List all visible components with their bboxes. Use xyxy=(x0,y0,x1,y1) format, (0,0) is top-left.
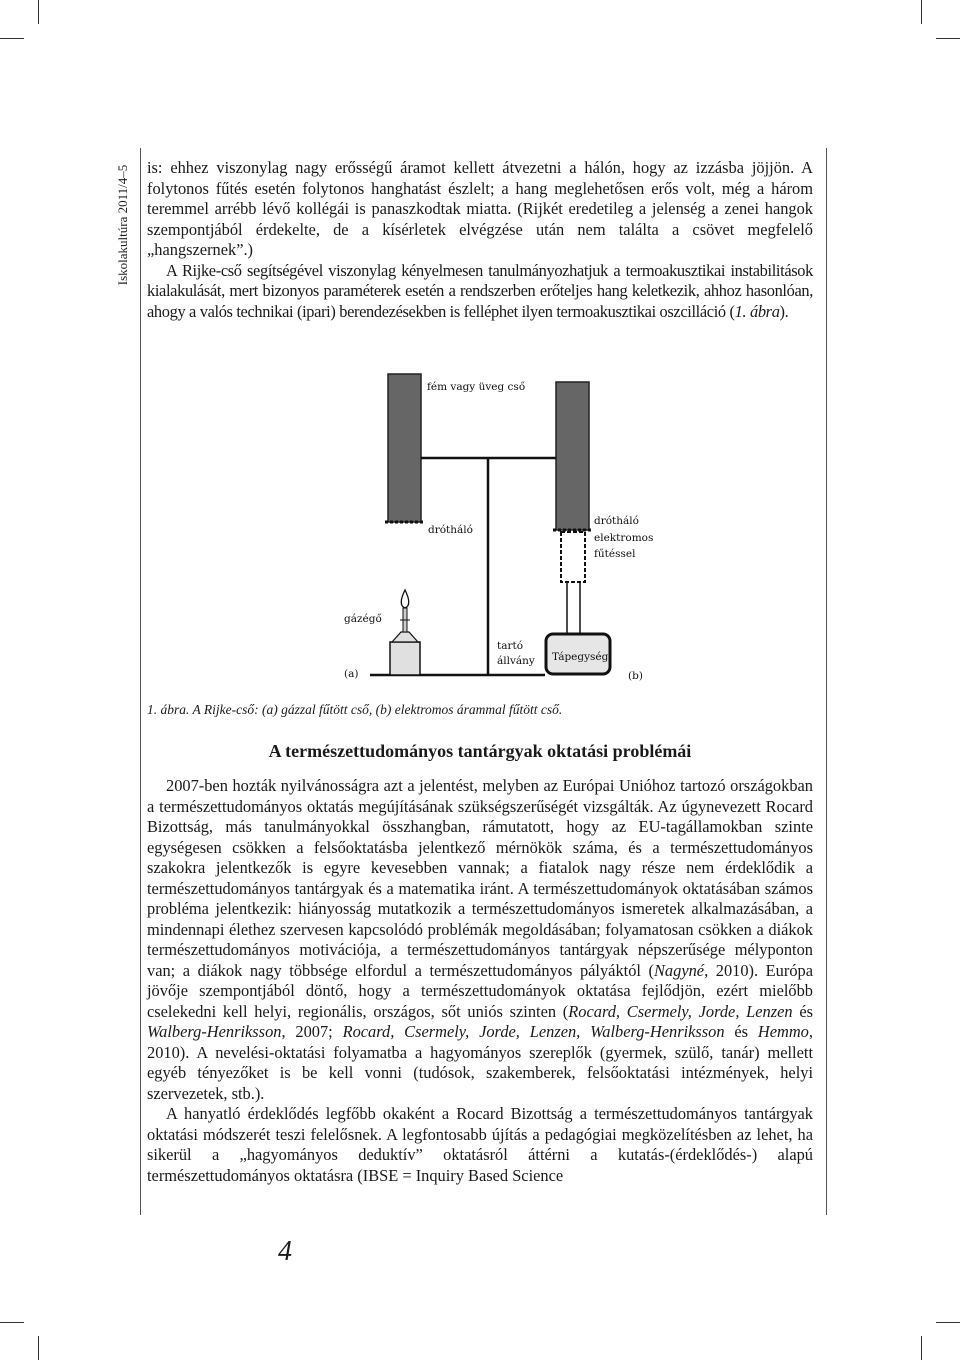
paragraph-text: A hanyatló érdeklődés legfőbb okaként a Rocard Bizottság a természettudományos tantárgyak oktatási módszerét teszi felelősnek. A legfontosabb újítás a pedagógiai megközelítésben az lehet, ha sikerül a „hagyományos deduktív” oktatásról áttérni a kutatás-(érdeklődés-) alapú természettudományos oktatásra (IBSE = Inquiry Based Science xyxy=(147,1104,813,1185)
left-rule xyxy=(140,148,141,1215)
label-b: (b) xyxy=(628,670,643,682)
crop-mark xyxy=(936,38,960,39)
crop-mark xyxy=(921,1336,922,1360)
label-mesh-a: drótháló xyxy=(428,524,473,536)
paragraph-text: , 2010). A nevelési-oktatási folyamatba a hagyományos szereplők (gyermek, szülő, tanár) mellett egyéb tényezőket is be kell vonni (tudósok, szakemberek, felsőoktatási intézmények, helyi szervezetek, stb.). xyxy=(147,1022,813,1103)
rijke-tube-figure xyxy=(330,372,660,690)
crop-mark xyxy=(0,1322,24,1323)
right-rule xyxy=(826,148,827,1215)
paragraph-text: A Rijke-cső segítségével viszonylag kényelmesen tanulmányozhatjuk a termoakusztikai instabilitások kialakulását, mert bizonyos paraméterek esetén a rendszerben erőteljes hang keletkezik, ahhoz hasonlóan, ahogy a valós technikai (ipari) berendezésekben is felléphet ilyen termoakusztikai oszcilláció ( xyxy=(147,260,813,321)
flame xyxy=(401,590,409,608)
crop-mark xyxy=(921,0,922,24)
page-number: 4 xyxy=(278,1236,292,1267)
paragraph-text: ). xyxy=(779,301,789,321)
figure-caption: 1. ábra. A Rijke-cső: (a) gázzal fűtött cső, (b) elektromos árammal fűtött cső. xyxy=(147,702,563,717)
crop-mark xyxy=(936,1322,960,1323)
paragraph-text: is: ehhez viszonylag nagy erősségű áramot kellett átvezetni a hálón, hogy az izzásba jöjjön. A folytonos fűtés esetén folytonos hanghatást észlelt; a hang meglehetősen erős volt, még a három teremmel arrébb lévő kollégái is panaszkodtak miatta. (Rijkét eredetileg a jelenség a zenei hangok szempontjából érdekelte, de a kísérletek elvégzése után nem találta a csövet megfelelő „hangszernek”.) xyxy=(147,158,813,259)
label-stand: tartó xyxy=(497,640,524,652)
label-mesh-b: elektromos xyxy=(594,532,654,544)
paragraph-text: , 2007; xyxy=(281,1022,343,1041)
crop-mark xyxy=(38,1336,39,1360)
paragraph-text: , 2010). Európa jövője szempontjából döntő, hogy a természettudományok oktatása fejlődjön, ezért mielőbb cselekedni kell helyi, regionális, országos, sőt uniós szinten ( xyxy=(147,960,814,1021)
citation: Nagyné xyxy=(654,960,705,980)
crop-mark xyxy=(0,38,24,39)
tube-a xyxy=(388,374,421,522)
burner-body xyxy=(390,642,420,675)
paragraph-text: 2007-ben hozták nyilvánosságra azt a jelentést, melyben az Európai Unióhoz tartozó országokban a természettudományos oktatás megújításának szükségszerűségét vizsgálták. Az úgynevezett Rocard Bizottság, más tanulmányokkal összhangban, rámutatott, hogy az EU-tagállamokban szinte egységesen csökken a felsőoktatásba jelentkező mérnökök száma, és a természettudományos szakokra jelentkezők is egyre kevesebben vannak; a fiatalok nagy része nem érdeklődik a természettudományos tantárgyak és a matematika iránt. A természettudományok oktatásában számos probléma jelentkezik: hiányosság mutatkozik a természettudományos ismeretek alkalmazásában, a mindennapi élethez szervesen kapcsolódó problémák megoldásában; folyamatosan csökken a diákok természettudományos motivációja, a természettudományos tantárgyak népszerűsége mélyponton van; a diákok nagy többsége elfordul a természettudományos pályáktól ( xyxy=(147,776,813,980)
citation: Hemmo xyxy=(757,1022,809,1041)
crop-mark xyxy=(38,0,39,24)
body-text-top xyxy=(147,158,813,322)
citation: Walberg-Henriksson xyxy=(147,1022,282,1041)
citation: Rocard, Csermely, Jorde, Lenzen, Walberg-Henriksson xyxy=(342,1022,725,1041)
label-burner: gázégő xyxy=(344,613,382,625)
label-mesh-b: drótháló xyxy=(594,515,639,527)
tube-b xyxy=(556,382,589,530)
burner-neck xyxy=(392,632,418,642)
citation: Rocard, Csermely, Jorde, Lenzen xyxy=(568,1001,793,1021)
figure-reference: 1. ábra xyxy=(734,301,780,321)
body-text-main xyxy=(147,776,813,1186)
label-tube: fém vagy üveg cső xyxy=(427,381,526,393)
heater-box xyxy=(561,532,585,582)
label-power: Tápegység xyxy=(552,651,609,663)
section-title: A természettudományos tantárgyak oktatási problémái xyxy=(268,741,692,761)
paragraph-text: és xyxy=(724,1022,758,1041)
label-a: (a) xyxy=(344,668,359,680)
label-mesh-b: fűtéssel xyxy=(594,548,636,560)
journal-tag xyxy=(108,140,138,310)
paragraph-text: és xyxy=(792,1001,813,1021)
journal-tag-text: Iskolakultúra 2011/4–5 xyxy=(115,164,130,286)
label-stand: állvány xyxy=(497,655,535,667)
